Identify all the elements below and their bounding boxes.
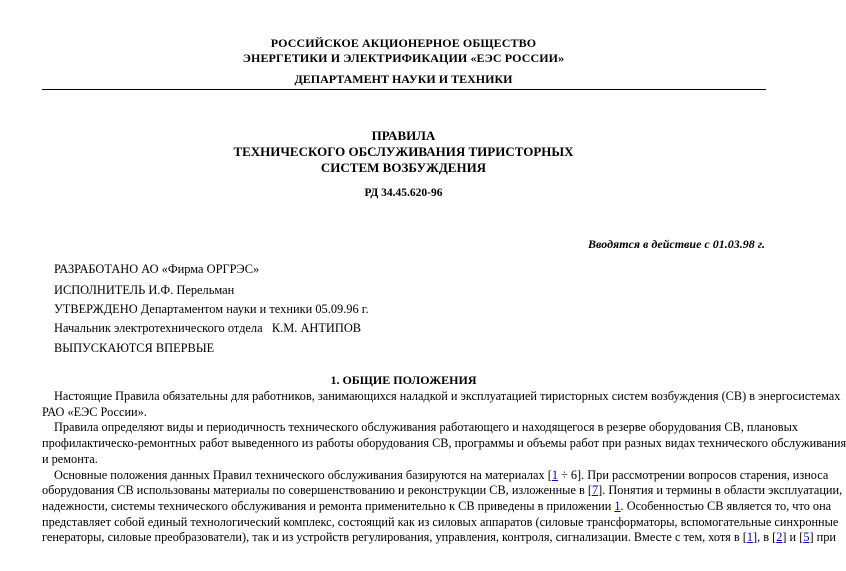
section-heading: 1. ОБЩИЕ ПОЛОЖЕНИЯ	[330, 373, 477, 387]
text-run: оборудования СВ использованы материалы по совершенствованию и реконструкции СВ, изложенные в [	[42, 483, 592, 498]
reference-link-2[interactable]: 2	[776, 530, 783, 545]
text-run: ], в [	[753, 530, 777, 545]
paragraph-line	[42, 530, 836, 546]
reference-link-1[interactable]: 1	[551, 467, 558, 482]
paragraph-line: и ремонта.	[42, 451, 98, 466]
text-run: ÷ 6]. При рассмотрении вопросов старения, износа	[558, 467, 829, 482]
paragraph-line: РАО «ЕЭС России».	[42, 404, 147, 419]
paragraph-line: Правила определяют виды и периодичность технического обслуживания работающего и находящегося в резерве оборудования СВ, плановых	[54, 420, 799, 435]
first-issue-note: ВЫПУСКАЮТСЯ ВПЕРВЫЕ	[54, 341, 215, 355]
doc-code: РД 34.45.620-96	[364, 187, 443, 199]
org-name-line2: ЭНЕРГЕТИКИ И ЭЛЕКТРИФИКАЦИИ «ЕЭС РОССИИ»	[242, 51, 565, 65]
doc-title-line2: ТЕХНИЧЕСКОГО ОБСЛУЖИВАНИЯ ТИРИСТОРНЫХ	[233, 144, 574, 159]
paragraph-line	[42, 467, 829, 484]
department-head: Начальник электротехнического отдела К.М. АНТИПОВ	[54, 321, 362, 335]
reference-link-1[interactable]: 1	[746, 530, 753, 545]
paragraph-line	[42, 498, 832, 515]
doc-title-line1: ПРАВИЛА	[371, 128, 436, 143]
text-run: ] и [	[782, 530, 804, 545]
text-run: ] при	[809, 530, 836, 545]
paragraph-line	[42, 483, 843, 499]
paragraph-line: профилактическо-ремонтных работ выведенного из работы оборудования СВ, программы и объемы работ при разных видах технического обслуживания	[42, 436, 846, 451]
department-name: ДЕПАРТАМЕНТ НАУКИ И ТЕХНИКИ	[294, 72, 513, 86]
executor: ИСПОЛНИТЕЛЬ И.Ф. Перельман	[54, 283, 235, 297]
text-run: . Особенностью СВ является то, что она	[620, 498, 832, 513]
text-run: надежности, системы технического обслуживания и ремонта применительно к СВ приведены в приложении	[42, 498, 615, 513]
text-run: ]. Понятия и термины в области эксплуатации,	[598, 483, 843, 498]
text-run: Основные положения данных Правил технического обслуживания базируются на материалах [	[54, 467, 552, 482]
effective-date: Вводятся в действие с 01.03.98 г.	[588, 237, 765, 251]
text-run: генераторы, силовые преобразователи), так и из устройств регулирования, управления, контроля, сигнализации. Вместе с тем, хотя в [	[42, 530, 747, 545]
header-divider	[42, 89, 766, 90]
reference-link-7[interactable]: 7	[591, 483, 599, 498]
section-body	[42, 389, 846, 546]
paragraph-line: Настоящие Правила обязательны для работников, занимающихся наладкой и эксплуатацией тиристорных систем возбуждения (СВ) в энергосистемах	[54, 389, 841, 403]
reference-link-5[interactable]: 5	[803, 530, 810, 545]
org-name-line1: РОССИЙСКОЕ АКЦИОНЕРНОЕ ОБЩЕСТВО	[270, 36, 537, 50]
doc-title-line3: СИСТЕМ ВОЗБУЖДЕНИЯ	[320, 160, 487, 175]
paragraph-line: представляет собой единый технологический комплекс, состоящий как из силовых аппаратов (силовые трансформаторы, вспомогательные синхронные	[42, 514, 839, 529]
developed-by: РАЗРАБОТАНО АО «Фирма ОРГРЭС»	[54, 262, 260, 276]
appendix-link-1[interactable]: 1	[614, 498, 621, 513]
approved-by: УТВЕРЖДЕНО Департаментом науки и техники 05.09.96 г.	[54, 302, 369, 316]
